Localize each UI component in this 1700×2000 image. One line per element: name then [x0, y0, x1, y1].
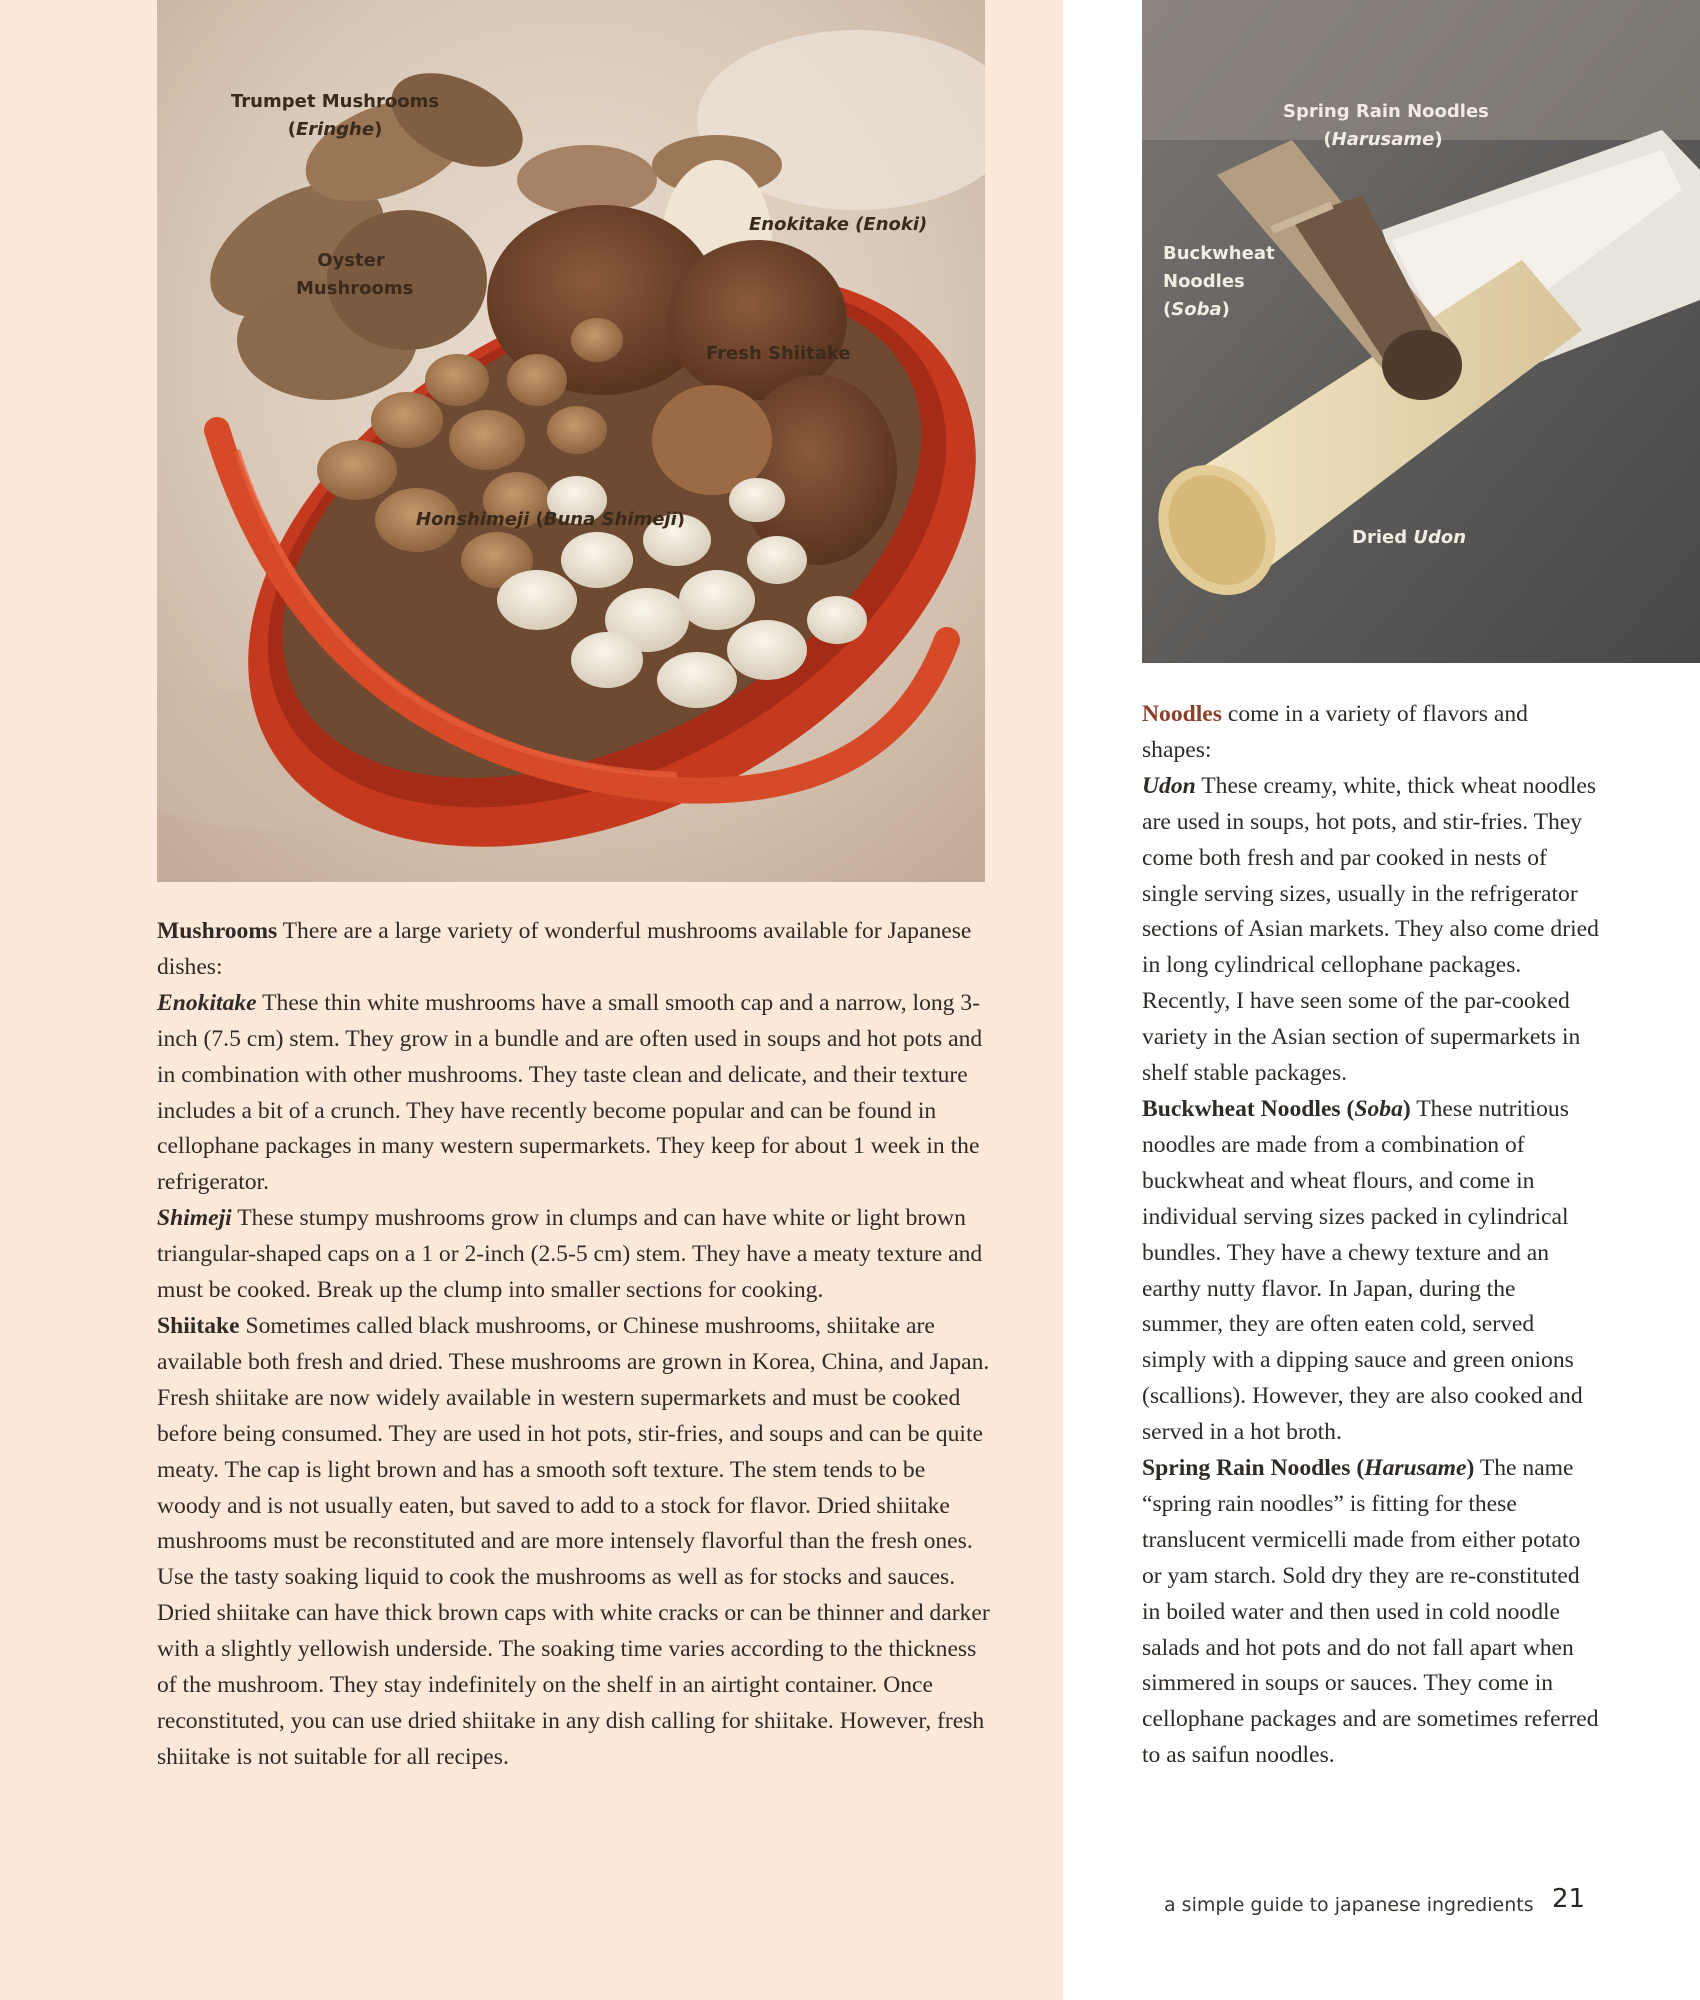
running-title: a simple guide to japanese ingredients: [1164, 1894, 1534, 1916]
paragraph-noodles: Noodles come in a variety of flavors and shapes:: [1142, 701, 1528, 763]
heading-noodles: Noodles: [1142, 701, 1222, 727]
label-spring-rain-noodles: Spring Rain Noodles (Harusame): [1283, 101, 1489, 150]
paragraph-shimeji: Shimeji These stumpy mushrooms grow in clumps and can have white or light brown triangular-shaped caps on a 1 or 2-inch (2.5-5 cm) stem. They have a meaty texture and must be cooked. Break up the clump into smaller sections for cooking.: [157, 1205, 983, 1304]
label-oyster-mushrooms: Oyster Mushrooms: [296, 250, 414, 299]
paragraph-udon: Udon These creamy, white, thick wheat noodles are used in soups, hot pots, and stir-fries. They come both fresh and par cooked in nests of single serving sizes, usually in the refrigerator sections of Asian markets. They also come dried in long cylindrical cellophane packages. Recently, I have seen some of the par-cooked variety in the Asian section of supermarkets in shelf stable packages.: [1142, 772, 1599, 1087]
heading-shiitake: Shiitake: [157, 1312, 240, 1339]
label-dried-udon: Dried Udon: [1352, 527, 1467, 548]
label-buckwheat-noodles: Buckwheat Noodles (Soba): [1163, 243, 1275, 320]
mushrooms-text-column: [157, 914, 992, 1776]
label-enokitake: Enokitake (Enoki): [749, 214, 928, 235]
page-number: 21: [1552, 1884, 1586, 1914]
heading-mushrooms: Mushrooms: [157, 918, 278, 944]
label-fresh-shiitake: Fresh Shiitake: [706, 343, 851, 364]
paragraph-mushrooms: Mushrooms There are a large variety of wonderful mushrooms available for Japanese dishes:: [157, 918, 972, 980]
heading-enokitake: Enokitake: [157, 989, 257, 1016]
heading-soba: Buckwheat Noodles (Soba): [1142, 1095, 1411, 1122]
heading-shimeji: Shimeji: [157, 1205, 232, 1232]
heading-harusame: Spring Rain Noodles (Harusame): [1142, 1455, 1475, 1482]
label-honshimeji: Honshimeji (Buna Shimeji): [416, 509, 685, 530]
paragraph-enokitake: Enokitake These thin white mushrooms have a small smooth cap and a narrow, long 3-inch (7.5 cm) stem. They grow in a bundle and are often used in soups and hot pots and in combination with other mushrooms. They taste clean and delicate, and their texture includes a bit of a crunch. They have recently become popular and can be found in cellophane packages in many western supermarkets. They keep for about 1 week in the refrigerator.: [157, 989, 983, 1196]
heading-udon: Udon: [1142, 772, 1196, 799]
paragraph-harusame: Spring Rain Noodles (Harusame) The name “spring rain noodles” is fitting for these translucent vermicelli made from either potato or yam starch. Sold dry they are re-constituted in boiled water and then used in cold noodle salads and hot pots and do not fall apart when simmered in soups or sauces. They come in cellophane packages and are sometimes referred to as saifun noodles.: [1142, 1455, 1599, 1769]
noodles-text-column: [1142, 697, 1602, 1774]
paragraph-soba: Buckwheat Noodles (Soba) These nutritious noodles are made from a combination of buckwheat and wheat flours, and come in individual serving sizes packed in cylindrical bundles. They have a chewy texture and an earthy nutty flavor. In Japan, during the summer, they are often eaten cold, served simply with a dipping sauce and green onions (scallions). However, they are also cooked and served in a hot broth.: [1142, 1095, 1583, 1446]
label-trumpet-mushrooms: Trumpet Mushrooms (Eringhe): [231, 91, 440, 140]
paragraph-shiitake: Shiitake Sometimes called black mushrooms, or Chinese mushrooms, shiitake are available both fresh and dried. These mushrooms are grown in Korea, China, and Japan. Fresh shiitake are now widely available in western supermarkets and must be cooked before being consumed. They are used in hot pots, stir-fries, and soups and can be quite meaty. The cap is light brown and has a smooth soft texture. The stem tends to be woody and is not usually eaten, but saved to add to a stock for flavor. Dried shiitake mushrooms must be reconstituted and are more intensely flavorful than the fresh ones. Use the tasty soaking liquid to cook the mushrooms as well as for stocks and sauces. Dried shiitake can have thick brown caps with white cracks or can be thinner and darker with a slightly yellowish underside. The soaking time varies according to the thickness of the mushroom. They stay indefinitely on the shelf in an airtight container. Once reconstituted, you can use dried shiitake in any dish calling for shiitake. However, fresh shiitake is not suitable for all recipes.: [157, 1312, 990, 1770]
